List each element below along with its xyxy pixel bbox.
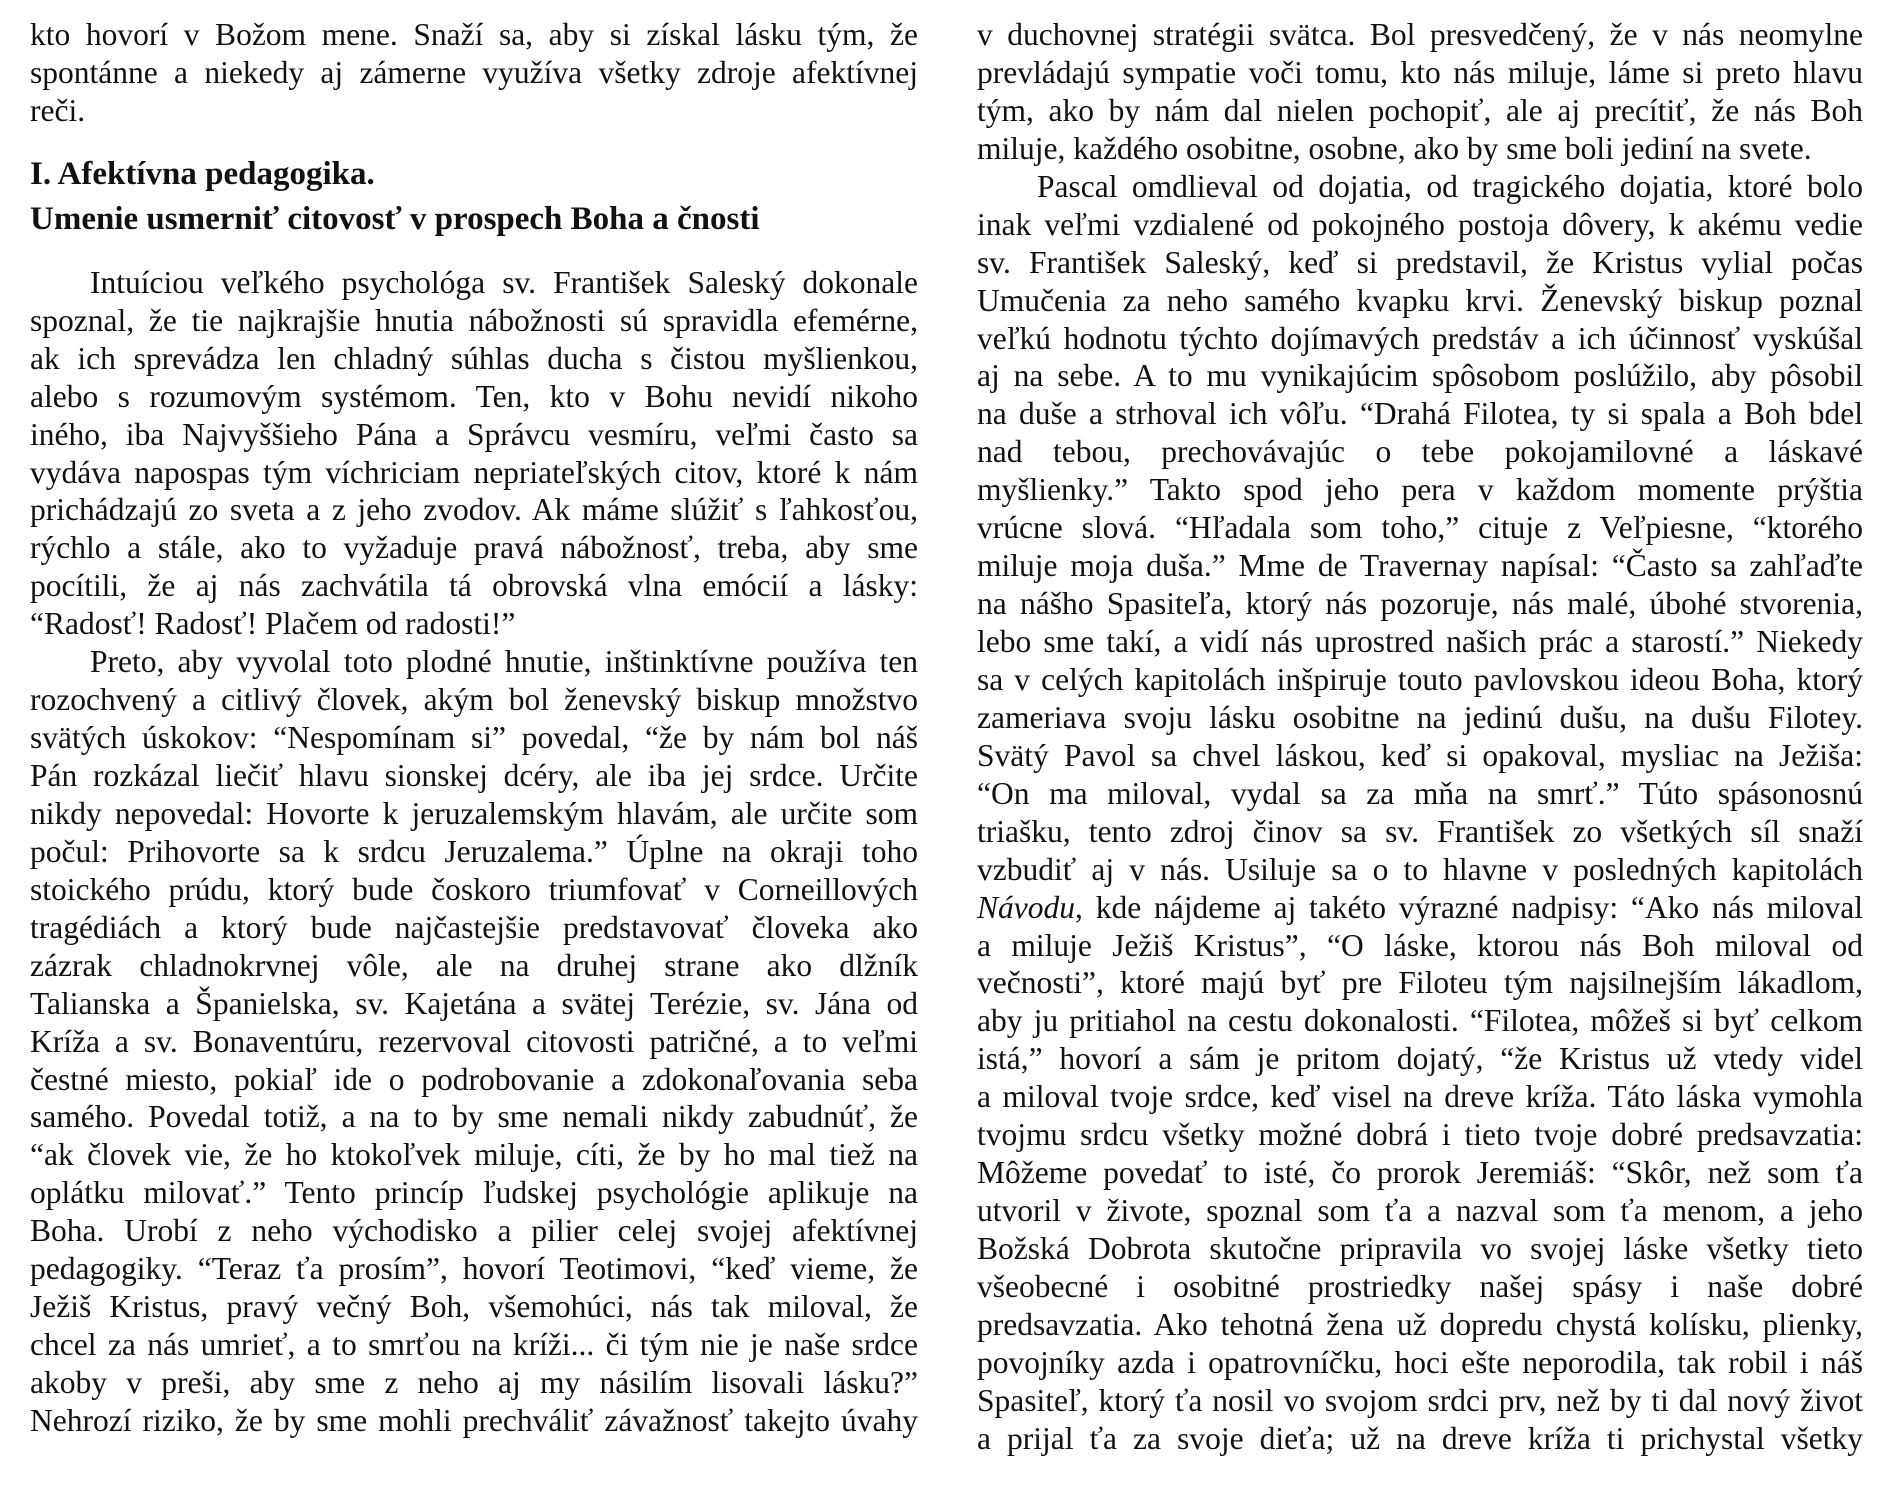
text-line: alebo s rozumovým systémom. Ten, kto v Bohu nevidí nikoho [30, 378, 918, 414]
text-line: Môžeme povedať to isté, čo prorok Jeremiáš: “Skôr, než som ťa [977, 1155, 1863, 1191]
text-line: Preto, aby vyvolal toto plodné hnutie, inštinktívne používa ten [90, 644, 918, 680]
text-line: predsavzatia. Ako tehotná žena už dopredu chystá kolísku, plienky, [977, 1306, 1863, 1342]
text-line: prichádzajú zo sveta a z jeho zvodov. Ak máme slúžiť s ľahkosťou, [30, 492, 918, 528]
text-line: chcel za nás umrieť, a to smrťou na kríži... či tým nie je naše srdce [30, 1327, 918, 1363]
text-line: Ježiš Kristus, pravý večný Boh, všemohúci, nás tak miloval, že [30, 1289, 918, 1325]
text-line: čestné miesto, pokiaľ ide o podrobovanie a zdokonaľovania seba [30, 1061, 918, 1097]
text-line: pedagogiky. “Teraz ťa prosím”, hovorí Teotimovi, “keď vieme, že [30, 1251, 918, 1287]
text-line: večnosti”, ktoré majú byť pre Filoteu tým najsilnejším lákadlom, [977, 965, 1863, 1001]
paragraph-continuation [977, 16, 1863, 168]
text-line: Svätý Pavol sa chvel láskou, keď si opakoval, mysliac na Ježiša: [977, 737, 1863, 773]
text-line: stoického prúdu, ktorý bude čoskoro triumfovať v Corneillových [30, 871, 918, 907]
text-line: spoznal, že tie najkrajšie hnutia nábožnosti sú spravidla efemérne, [30, 302, 918, 338]
text-line: lebo sme takí, a vidí nás uprostred našich prác a starostí.” Niekedy [977, 624, 1863, 659]
text-line: vrúcne slová. “Hľadala som toho,” cituje z Veľpiesne, “ktorého [977, 510, 1863, 546]
section-heading [30, 152, 918, 242]
text-line: tým, ako by nám dal nielen pochopiť, ale aj precítiť, že nás Boh [977, 92, 1863, 128]
text-line: pocítili, že aj nás zachvátila tá obrovská vlna emócií a lásky: [30, 568, 918, 604]
text-line: v duchovnej stratégii svätca. Bol presvedčený, že v nás neomylne [977, 17, 1863, 52]
italic-title-navodu: Návodu [977, 889, 1075, 925]
text-line: na nášho Spasiteľa, ktorý nás pozoruje, nás malé, úbohé stvorenia, [977, 586, 1863, 622]
text-line: svätých úskokov: “Nespomínam si” povedal, “že by nám bol náš [30, 720, 918, 756]
left-column [30, 16, 918, 1440]
text-line: iného, iba Najvyššieho Pána a Správcu vesmíru, veľmi často sa [30, 416, 918, 452]
text-line: zázrak chladnokrvnej vôle, ale na druhej strane ako dlžník [30, 947, 918, 983]
text-line: veľkú hodnotu týchto dojímavých predstáv a ich účinnosť vyskúšal [977, 320, 1863, 356]
text-line: miluje moja duša.” Mme de Travernay napísal: “Často sa zahľaďte [977, 548, 1863, 584]
text-line: Umučenia za neho samého kvapku krvi. Ženevský biskup poznal [977, 282, 1863, 318]
text-line: “On ma miloval, vydal sa za mňa na smrť.” Túto spásonosnú [977, 775, 1863, 811]
text-line: tvojmu srdcu všetky možné dobrá i tieto tvoje dobré predsavzatia: [977, 1117, 1863, 1153]
text-line: na duše a strhoval ich vôľu. “Drahá Filotea, ty si spala a Boh bdel [977, 396, 1863, 432]
text-line: inak veľmi vzdialené od pokojného postoja dôvery, k akému vedie [977, 206, 1863, 242]
paragraph-intuiciou [30, 264, 918, 643]
text-line: Nehrozí riziko, že by sme mohli prechváliť závažnosť takejto úvahy [30, 1402, 918, 1438]
paragraph-pascal [977, 168, 1863, 1458]
text-line: utvoril v živote, spoznal som ťa a nazval som ťa menom, a jeho [977, 1193, 1863, 1229]
text-line: vzbudiť aj v nás. Usiluje sa o to hlavne v posledných kapitolách [977, 851, 1863, 887]
text-line: zameriava svoju lásku osobitne na jedinú dušu, na dušu Filotey. [977, 699, 1863, 735]
text-line: rýchlo a stále, ako to vyžaduje pravá nábožnosť, treba, aby sme [30, 530, 918, 566]
right-column [977, 16, 1863, 1458]
text-line: Spasiteľ, ktorý ťa nosil vo svojom srdci prv, než by ti dal nový život [977, 1382, 1863, 1418]
text-line: prevládajú sympatie voči tomu, kto nás miluje, láme si preto hlavu [977, 54, 1863, 90]
text-line: všeobecné i osobitné prostriedky našej spásy i naše dobré [977, 1268, 1863, 1304]
text-line: tragédiách a ktorý bude najčastejšie predstavovať človeka ako [30, 909, 918, 945]
text-line: Pán rozkázal liečiť hlavu sionskej dcéry, ale iba jej srdce. Určite [30, 758, 918, 793]
text-line: Božská Dobrota skutočne pripravila vo svojej láske všetky tieto [977, 1231, 1863, 1266]
paragraph-preto [30, 643, 918, 1440]
text-line: reči. [30, 92, 86, 128]
text-line: a prijal ťa za svoje dieťa; už na dreve kríža ti prichystal všetky [977, 1420, 1863, 1456]
text-line: povojníky azda i opatrovníčku, hoci ešte neporodila, tak robil i náš [977, 1344, 1863, 1380]
text-line: kto hovorí v Božom mene. Snaží sa, aby si získal lásku tým, že [30, 17, 918, 52]
text-line-navodu: Návodu, kde nájdeme aj takéto výrazné nadpisy: “Ako nás miloval [977, 889, 1863, 925]
text-line: myšlienky.” Takto spod jeho pera v každom momente prýštia [977, 472, 1863, 508]
heading-line-1: I. Afektívna pedagogika. [30, 155, 375, 192]
text-line: “ak človek vie, že ho ktokoľvek miluje, cíti, že by ho mal tiež na [30, 1137, 918, 1173]
text-line: aj na sebe. A to mu vynikajúcim spôsobom poslúžilo, aby pôsobil [977, 358, 1863, 394]
text-line: Pascal omdlieval od dojatia, od tragického dojatia, ktoré bolo [1037, 168, 1863, 204]
text-line: samého. Povedal totiž, a na to by sme nemali nikdy zabudnúť, že [30, 1099, 918, 1135]
text-line: “Radosť! Radosť! Plačem od radosti!” [30, 606, 516, 642]
intro-paragraph [30, 16, 918, 130]
text-line: miluje, každého osobitne, osobne, ako by sme boli jediní na svete. [977, 130, 1812, 166]
text-line: vydáva napospas tým víchriciam nepriateľských citov, ktoré k nám [30, 454, 918, 490]
text-line: Talianska a Španielska, sv. Kajetána a svätej Terézie, sv. Jána od [30, 985, 918, 1021]
text-line: ak ich sprevádza len chladný súhlas ducha s čistou myšlienkou, [30, 340, 918, 376]
text-line: Boha. Urobí z neho východisko a pilier celej svojej afektívnej [30, 1213, 918, 1249]
text-line: sv. František Saleský, keď si predstavil, že Kristus vylial počas [977, 244, 1863, 280]
text-line: Kríža a sv. Bonaventúru, rezervoval citovosti patričné, a to veľmi [30, 1023, 918, 1059]
text-line: oplátku milovať.” Tento princíp ľudskej psychológie aplikuje na [30, 1175, 918, 1211]
text-line: aby ju pritiahol na cestu dokonalosti. “Filotea, môžeš si byť celkom [977, 1003, 1863, 1039]
text-line: nad tebou, prechovávajúc o tebe pokojamilovné a láskavé [977, 434, 1863, 470]
text-line: istá,” hovorí a sám je pritom dojatý, “že Kristus už vtedy videl [977, 1041, 1863, 1077]
text-line: a miloval tvoje srdce, keď visel na dreve kríža. Táto láska vymohla [977, 1079, 1863, 1115]
heading-line-2: Umenie usmerniť citovosť v prospech Boha a čnosti [30, 200, 760, 237]
text-line: sa v celých kapitolách inšpiruje touto pavlovskou ideou Boha, ktorý [977, 661, 1863, 697]
text-line: triašku, tento zdroj činov sa sv. František zo všetkých síl snaží [977, 813, 1863, 849]
text-line: rozochvený a citlivý človek, akým bol ženevský biskup množstvo [30, 682, 918, 718]
text-line: nikdy nepovedal: Hovorte k jeruzalemským hlavám, ale určite som [30, 795, 918, 831]
text-line: Intuíciou veľkého psychológa sv. František Saleský dokonale [90, 264, 918, 300]
text-line: a miluje Ježiš Kristus”, “O láske, ktorou nás Boh miloval od [977, 927, 1863, 963]
text-line: počul: Prihovorte sa k srdcu Jeruzalema.” Úplne na okraji toho [30, 833, 918, 869]
text-line: spontánne a niekedy aj zámerne využíva všetky zdroje afektívnej [30, 54, 918, 90]
text-line: akoby v preši, aby sme z neho aj my násilím lisovali lásku?” [30, 1365, 918, 1400]
